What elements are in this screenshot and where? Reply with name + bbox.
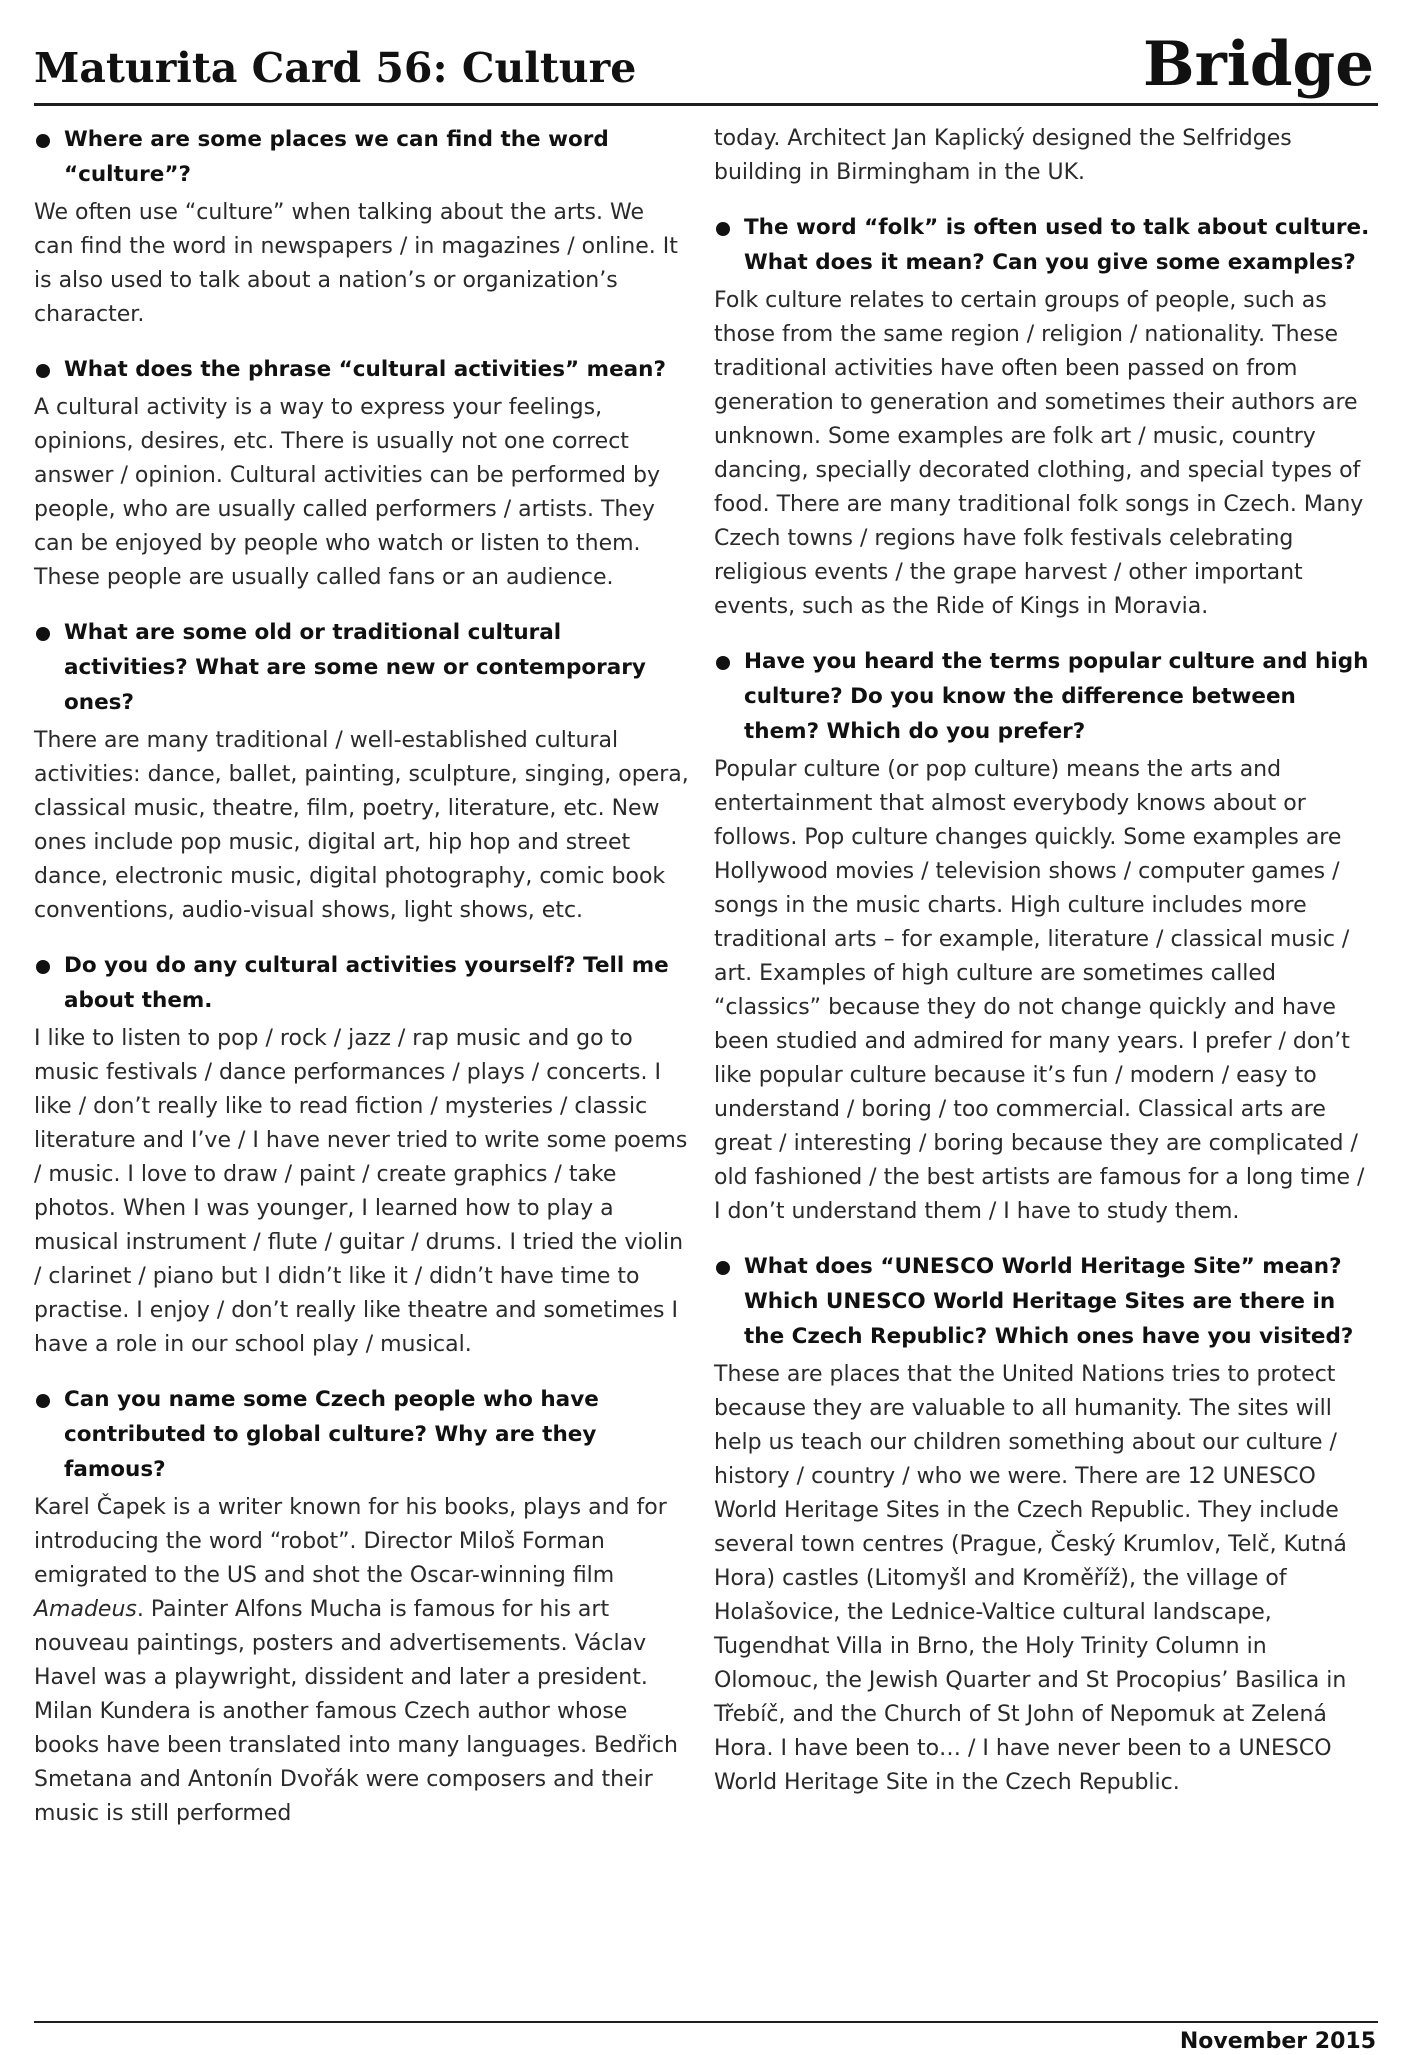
qa-item bbox=[34, 122, 689, 332]
qa-item bbox=[34, 352, 689, 595]
bullet-icon bbox=[36, 627, 50, 641]
question: Can you name some Czech people who have contributed to global culture? Why are they famous? bbox=[34, 1382, 689, 1487]
brand-logo-text: Bridge bbox=[1143, 29, 1374, 100]
left-column bbox=[34, 122, 689, 1851]
answer: We often use “culture” when talking about the arts. We can find the word in newspapers / in magazines / online. It is also used to talk about a nation’s or organization’s character. bbox=[34, 200, 678, 327]
answer: There are many traditional / well-established cultural activities: dance, ballet, painting, sculpture, singing, opera, classical music, theatre, film, poetry, literature, etc. New ones include pop music, digital art, hip hop and street dance, electronic music, digital photography, comic book conventions, audio-visual shows, light shows, etc. bbox=[34, 728, 689, 923]
qa-item bbox=[714, 1249, 1376, 1800]
question: Do you do any cultural activities yourself? Tell me about them. bbox=[34, 948, 689, 1018]
right-column bbox=[714, 122, 1376, 1820]
bullet-icon bbox=[716, 1261, 730, 1275]
question: Have you heard the terms popular culture and high culture? Do you know the difference between them? Which do you prefer? bbox=[714, 644, 1376, 749]
question: What does “UNESCO World Heritage Site” mean? Which UNESCO World Heritage Sites are there in the Czech Republic? Which ones have you visited? bbox=[714, 1249, 1376, 1354]
answer: A cultural activity is a way to express your feelings, opinions, desires, etc. There is usually not one correct answer / opinion. Cultural activities can be performed by people, who are usually called performers / artists. They can be enjoyed by people who watch or listen to them. These people are usually called fans or an audience. bbox=[34, 395, 660, 590]
answer: Karel Čapek is a writer known for his books, plays and for introducing the word “robot”. Director Miloš Forman emigrated to the US and shot the Oscar-winning film Amadeus. Painter Alfons Mucha is famous for his art nouveau paintings, posters and advertisements. Václav Havel was a playwright, dissident and later a president. Milan Kundera is another famous Czech author whose books have been translated into many languages. Bedřich Smetana and Antonín Dvořák were composers and their music is still performed bbox=[34, 1495, 678, 1826]
question: The word “folk” is often used to talk about culture. What does it mean? Can you give some examples? bbox=[714, 210, 1376, 280]
question: What does the phrase “cultural activities” mean? bbox=[34, 352, 689, 387]
footer-divider bbox=[34, 2021, 1378, 2023]
answer: These are places that the United Nations tries to protect because they are valuable to all humanity. The sites will help us teach our children something about our culture / history / country / who we were. There are 12 UNESCO World Heritage Sites in the Czech Republic. They include several town centres (Prague, Český Krumlov, Telč, Kutná Hora) castles (Litomyšl and Kroměříž), the village of Holašovice, the Lednice-Valtice cultural landscape, Tugendhat Villa in Brno, the Holy Trinity Column in Olomouc, the Jewish Quarter and St Procopius’ Basilica in Třebíč, and the Church of St John of Nepomuk at Zelená Hora. I have been to… / I have never been to a UNESCO World Heritage Site in the Czech Republic. bbox=[714, 1362, 1347, 1795]
qa-item bbox=[714, 644, 1376, 1229]
question: Where are some places we can find the word “culture”? bbox=[34, 122, 689, 192]
qa-item bbox=[34, 948, 689, 1362]
bullet-icon bbox=[716, 222, 730, 236]
answer-continuation: today. Architect Jan Kaplický designed the Selfridges building in Birmingham in the UK. bbox=[714, 126, 1292, 185]
issue-date: November 2015 bbox=[1179, 2029, 1376, 2054]
bullet-icon bbox=[36, 960, 50, 974]
question: What are some old or traditional cultural activities? What are some new or contemporary ones? bbox=[34, 615, 689, 720]
answer: Folk culture relates to certain groups of people, such as those from the same region / religion / nationality. These traditional activities have often been passed on from generation to generation and sometimes their authors are unknown. Some examples are folk art / music, country dancing, specially decorated clothing, and special types of food. There are many traditional folk songs in Czech. Many Czech towns / regions have folk festivals celebrating religious events / the grape harvest / other important events, such as the Ride of Kings in Moravia. bbox=[714, 288, 1364, 619]
bullet-icon bbox=[36, 364, 50, 378]
page-header bbox=[34, 26, 1378, 102]
bullet-icon bbox=[36, 134, 50, 148]
film-title: Amadeus bbox=[34, 1597, 137, 1622]
qa-item bbox=[34, 1382, 689, 1831]
card-title: Maturita Card 56: Culture bbox=[34, 44, 637, 92]
qa-item bbox=[714, 210, 1376, 624]
bullet-icon bbox=[36, 1394, 50, 1408]
answer: Popular culture (or pop culture) means the arts and entertainment that almost everybody knows about or follows. Pop culture changes quickly. Some examples are Hollywood movies / television shows / computer games / songs in the music charts. High culture includes more traditional arts – for example, literature / classical music / art. Examples of high culture are sometimes called “classics” because they do not change quickly and have been studied and admired for many years. I prefer / don’t like popular culture because it’s fun / modern / easy to understand / boring / too commercial. Classical arts are great / interesting / boring because they are complicated / old fashioned / the best artists are famous for a long time / I don’t understand them / I have to study them. bbox=[714, 757, 1365, 1224]
answer: I like to listen to pop / rock / jazz / rap music and go to music festivals / dance performances / plays / concerts. I like / don’t really like to read fiction / mysteries / classic literature and I’ve / I have never tried to write some poems / music. I love to draw / paint / create graphics / take photos. When I was younger, I learned how to play a musical instrument / flute / guitar / drums. I tried the violin / clarinet / piano but I didn’t like it / didn’t have time to practise. I enjoy / don’t really like theatre and sometimes I have a role in our school play / musical. bbox=[34, 1026, 688, 1357]
header-divider bbox=[34, 103, 1378, 106]
bullet-icon bbox=[716, 656, 730, 670]
qa-item bbox=[34, 615, 689, 928]
